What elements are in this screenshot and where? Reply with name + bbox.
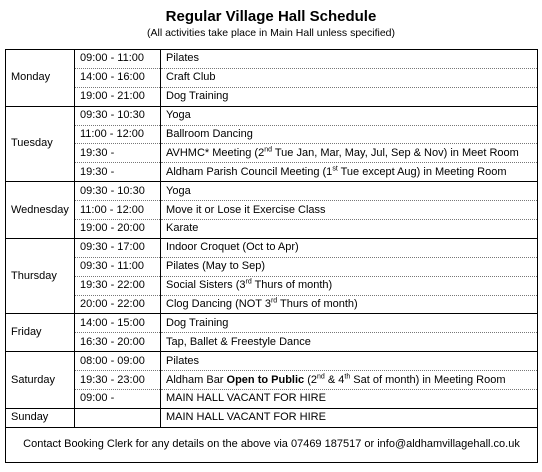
time-cell: 09:00 -: [75, 390, 161, 409]
schedule-row: [6, 106, 538, 125]
activity-cell: [161, 238, 538, 257]
ordinal-suffix: rd: [245, 278, 252, 286]
activity-cell: [161, 295, 538, 314]
time-cell: 14:00 - 15:00: [75, 314, 161, 333]
activity-text: Dog Training: [166, 90, 229, 103]
activity-cell: [161, 68, 538, 87]
activity-cell: [161, 408, 538, 427]
activity-text: Thurs of month): [277, 298, 358, 311]
schedule-row: [6, 125, 538, 144]
schedule-row: [6, 220, 538, 239]
activity-text: Dog Training: [166, 316, 229, 329]
time-cell: [75, 408, 161, 427]
activity-text: Pilates (May to Sep): [166, 260, 266, 273]
activity-text: Aldham Parish Council Meeting (1: [166, 165, 333, 178]
activity-text: Craft Club: [166, 71, 216, 84]
schedule-row: [6, 408, 538, 427]
schedule-row: [6, 163, 538, 182]
activity-cell: [161, 163, 538, 182]
schedule-row: [6, 257, 538, 276]
time-cell: 09:30 - 10:30: [75, 182, 161, 201]
ordinal-suffix: nd: [264, 146, 273, 154]
time-cell: 11:00 - 12:00: [75, 201, 161, 220]
schedule-row: [6, 352, 538, 371]
activity-text: Clog Dancing (NOT 3: [166, 298, 271, 311]
schedule-row: [6, 68, 538, 87]
schedule-row: [6, 144, 538, 163]
activity-text: Pilates: [166, 354, 200, 367]
ordinal-suffix: st: [332, 165, 338, 173]
activity-text: Tap, Ballet & Freestyle Dance: [166, 335, 311, 348]
schedule-row: [6, 390, 538, 409]
activity-cell: [161, 50, 538, 69]
activity-text: Pilates: [166, 52, 200, 65]
schedule-row: [6, 333, 538, 352]
time-cell: 20:00 - 22:00: [75, 295, 161, 314]
activity-text: Tue except Aug) in Meeting Room: [337, 165, 507, 178]
activity-text: Social Sisters (3: [166, 279, 246, 292]
time-cell: 19:30 -: [75, 144, 161, 163]
activity-text: Yoga: [166, 109, 191, 122]
schedule-row: [6, 182, 538, 201]
activity-text: Ballroom Dancing: [166, 128, 253, 140]
activity-text: Yoga: [166, 184, 191, 197]
activity-text: Open to Public: [226, 373, 305, 386]
ordinal-suffix: nd: [317, 372, 325, 380]
time-cell: 09:30 - 10:30: [75, 106, 161, 125]
schedule-row: [6, 238, 538, 257]
activity-text: MAIN HALL VACANT FOR HIRE: [166, 392, 326, 405]
day-cell: Tuesday: [6, 106, 75, 182]
schedule-row: [6, 295, 538, 314]
activity-cell: [161, 106, 538, 125]
schedule-row: [6, 371, 538, 390]
time-cell: 11:00 - 12:00: [75, 125, 161, 144]
activity-cell: [161, 257, 538, 276]
activity-text: Thurs of month): [251, 279, 333, 292]
activity-cell: [161, 276, 538, 295]
activity-cell: [161, 314, 538, 333]
schedule-body: [6, 50, 538, 428]
activity-cell: [161, 371, 538, 390]
day-cell: Sunday: [6, 408, 75, 427]
time-cell: 08:00 - 09:00: [75, 352, 161, 371]
activity-text: MAIN HALL VACANT FOR HIRE: [166, 411, 326, 424]
activity-text: Aldham Bar: [166, 373, 227, 386]
activity-cell: [161, 352, 538, 371]
day-cell: Wednesday: [6, 182, 75, 239]
activity-text: Tue Jan, Mar, May, Jul, Sep & Nov) in Meet Room: [272, 146, 519, 159]
schedule-row: [6, 201, 538, 220]
activity-text: Move it or Lose it Exercise Class: [166, 203, 326, 216]
activity-cell: [161, 220, 538, 239]
time-cell: 19:30 - 22:00: [75, 276, 161, 295]
footer-row: [6, 427, 538, 462]
schedule-table: [5, 49, 538, 463]
time-cell: 09:30 - 11:00: [75, 257, 161, 276]
activity-text: Karate: [166, 222, 199, 235]
activity-cell: [161, 201, 538, 220]
activity-text: & 4: [324, 373, 345, 386]
footer-contact: Contact Booking Clerk for any details on the above via 07469 187517 or info@aldhamvillagehall.co.uk: [6, 427, 538, 462]
schedule-row: [6, 314, 538, 333]
activity-cell: [161, 182, 538, 201]
time-cell: 19:30 -: [75, 163, 161, 182]
day-cell: Monday: [6, 50, 75, 107]
activity-text: Indoor Croquet (Oct to Apr): [166, 241, 299, 254]
ordinal-suffix: rd: [270, 297, 278, 305]
schedule-row: [6, 50, 538, 69]
activity-cell: [161, 125, 538, 144]
time-cell: 09:00 - 11:00: [75, 50, 161, 69]
activity-cell: [161, 390, 538, 409]
activity-cell: [161, 333, 538, 352]
activity-text: AVHMC* Meeting (2: [166, 146, 265, 159]
day-cell: Thursday: [6, 238, 75, 314]
time-cell: 19:30 - 23:00: [75, 371, 161, 390]
schedule-row: [6, 87, 538, 106]
ordinal-suffix: th: [344, 372, 351, 380]
time-cell: 09:30 - 17:00: [75, 238, 161, 257]
day-cell: Friday: [6, 314, 75, 352]
page-subtitle: (All activities take place in Main Hall unless specified): [146, 27, 396, 39]
activity-cell: [161, 144, 538, 163]
time-cell: 19:00 - 20:00: [75, 220, 161, 239]
schedule-row: [6, 276, 538, 295]
day-cell: Saturday: [6, 352, 75, 409]
time-cell: 19:00 - 21:00: [75, 87, 161, 106]
activity-text: Sat of month) in Meeting Room: [350, 373, 506, 386]
time-cell: 16:30 - 20:00: [75, 333, 161, 352]
activity-text: (2: [304, 373, 317, 386]
activity-cell: [161, 87, 538, 106]
time-cell: 14:00 - 16:00: [75, 68, 161, 87]
page-title: Regular Village Hall Schedule: [165, 8, 377, 25]
